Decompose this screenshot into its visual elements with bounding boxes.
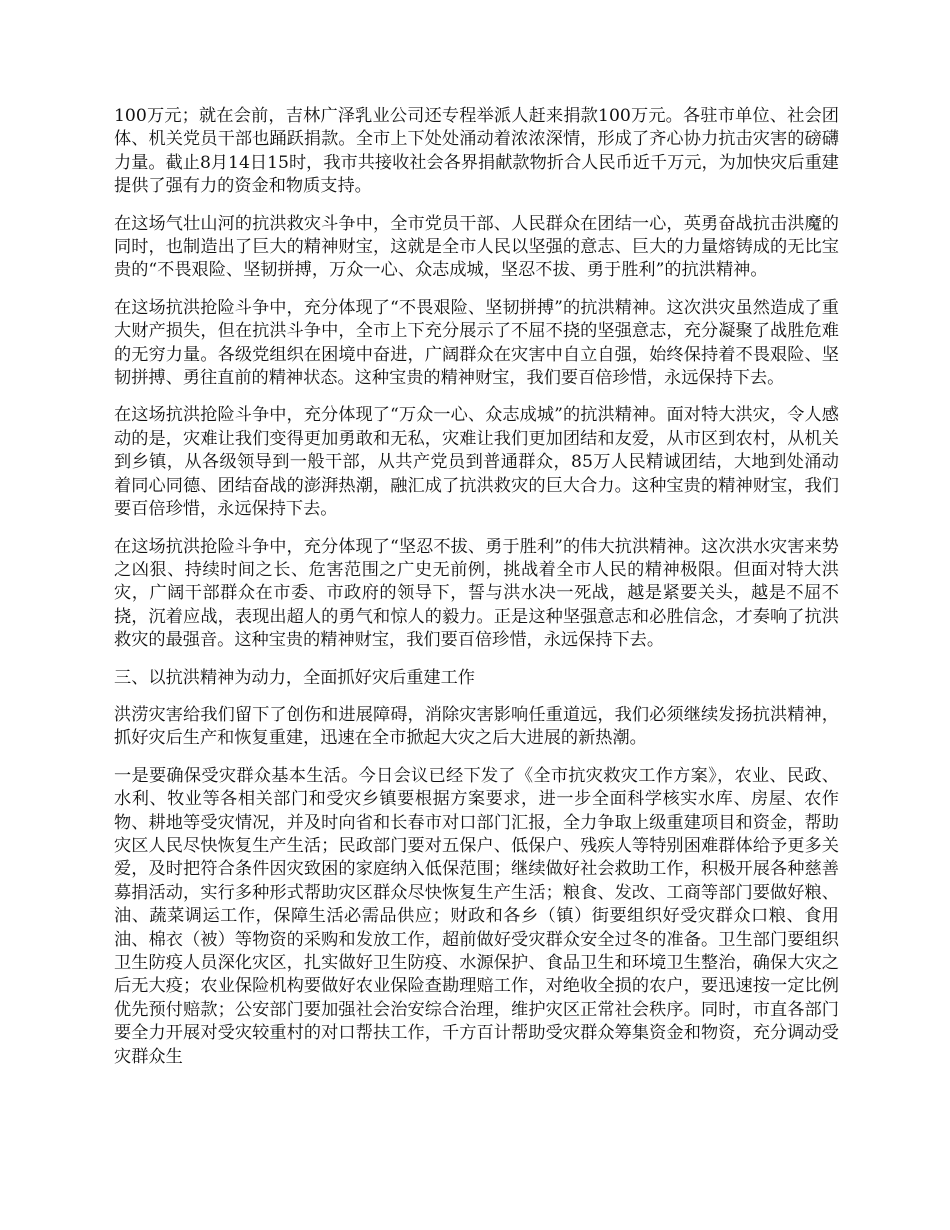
paragraph-donations: 100万元；就在会前，吉林广泽乳业公司还专程举派人赶来捐款100万元。各驻市单位、社会团体、机关党员干部也踊跃捐款。全市上下处处涌动着浓浓深情，形成了齐心协力抗击灾害的磅礴力量。截止8月14日15时，我市共接收社会各界捐献款物折合人民币近千万元，为加快灾后重建提供了强有力的资金和物质支持。	[114, 106, 839, 197]
paragraph-basic-living: 一是要确保受灾群众基本生活。今日会议已经下发了《全市抗灾救灾工作方案》，农业、民政、水利、牧业等各相关部门和受灾乡镇要根据方案要求，进一步全面科学核实水库、房屋、农作物、耕地等受灾情况，并及时向省和长春市对口部门汇报，全力争取上级重建项目和资金，帮助灾区人民尽快恢复生产生活；民政部门要对五保户、低保户、残疾人等特别困难群体给予更多关爱，及时把符合条件因灾致困的家庭纳入低保范围；继续做好社会救助工作，积极开展各种慈善募捐活动，实行多种形式帮助灾区群众尽快恢复生产生活；粮食、发改、工商等部门要做好粮、油、蔬菜调运工作，保障生活必需品供应；财政和各乡（镇）街要组织好受灾群众口粮、食用油、棉衣（被）等物资的采购和发放工作，超前做好受灾群众安全过冬的准备。卫生部门要组织卫生防疫人员深化灾区，扎实做好卫生防疫、水源保护、食品卫生和环境卫生整治，确保大灾之后无大疫；农业保险机构要做好农业保险查勘理赔工作，对绝收全损的农户，要迅速按一定比例优先预付赔款；公安部门要加强社会治安综合治理，维护灾区正常社会秩序。同时，市直各部门要全力开展对受灾较重村的对口帮扶工作，千方百计帮助受灾群众筹集资金和物资，充分调动受灾群众生	[114, 765, 839, 1067]
paragraph-unity: 在这场抗洪抢险斗争中，充分体现了“万众一心、众志成城”的抗洪精神。面对特大洪灾，令人感动的是，灾难让我们变得更加勇敢和无私，灾难让我们更加团结和友爱，从市区到农村，从机关到乡镇，从各级领导到一般干部，从共产党员到普通群众，85万人民精诚团结，大地到处涌动着同心同德、团结奋战的澎湃热潮，融汇成了抗洪救灾的巨大合力。这种宝贵的精神财宝，我们要百倍珍惜，永远保持下去。	[114, 405, 839, 520]
paragraph-flood-spirit: 在这场气壮山河的抗洪救灾斗争中，全市党员干部、人民群众在团结一心，英勇奋战抗击洪魔的同时，也制造出了巨大的精神财宝，这就是全市人民以坚强的意志、巨大的力量熔铸成的无比宝贵的“不畏艰险、坚韧拼搏，万众一心、众志成城，坚忍不拔、勇于胜利”的抗洪精神。	[114, 213, 839, 281]
paragraph-reconstruction-intro: 洪涝灾害给我们留下了创伤和进展障碍，消除灾害影响任重道远，我们必须继续发扬抗洪精神，抓好灾后生产和恢复重建，迅速在全市掀起大灾之后大进展的新热潮。	[114, 704, 839, 749]
document-page	[114, 105, 839, 1083]
section-heading: 三、以抗洪精神为动力，全面抓好灾后重建工作	[114, 667, 475, 688]
paragraph-victory: 在这场抗洪抢险斗争中，充分体现了“坚忍不拔、勇于胜利”的伟大抗洪精神。这次洪水灾害来势之凶狠、持续时间之长、危害范围之广史无前例，挑战着全市人民的精神极限。但面对特大洪灾，广阔干部群众在市委、市政府的领导下，誓与洪水决一死战，越是紧要关头，越是不屈不挠，沉着应战，表现出超人的勇气和惊人的毅力。正是这种坚强意志和必胜信念，才奏响了抗洪救灾的最强音。这种宝贵的精神财宝，我们要百倍珍惜，永远保持下去。	[114, 536, 839, 651]
paragraph-perseverance: 在这场抗洪抢险斗争中，充分体现了“不畏艰险、坚韧拼搏”的抗洪精神。这次洪灾虽然造成了重大财产损失，但在抗洪斗争中，全市上下充分展示了不屈不挠的坚强意志，充分凝聚了战胜危难的无穷力量。各级党组织在困境中奋进，广阔群众在灾害中自立自强，始终保持着不畏艰险、坚韧拼搏、勇往直前的精神状态。这种宝贵的精神财宝，我们要百倍珍惜，永远保持下去。	[114, 297, 839, 389]
